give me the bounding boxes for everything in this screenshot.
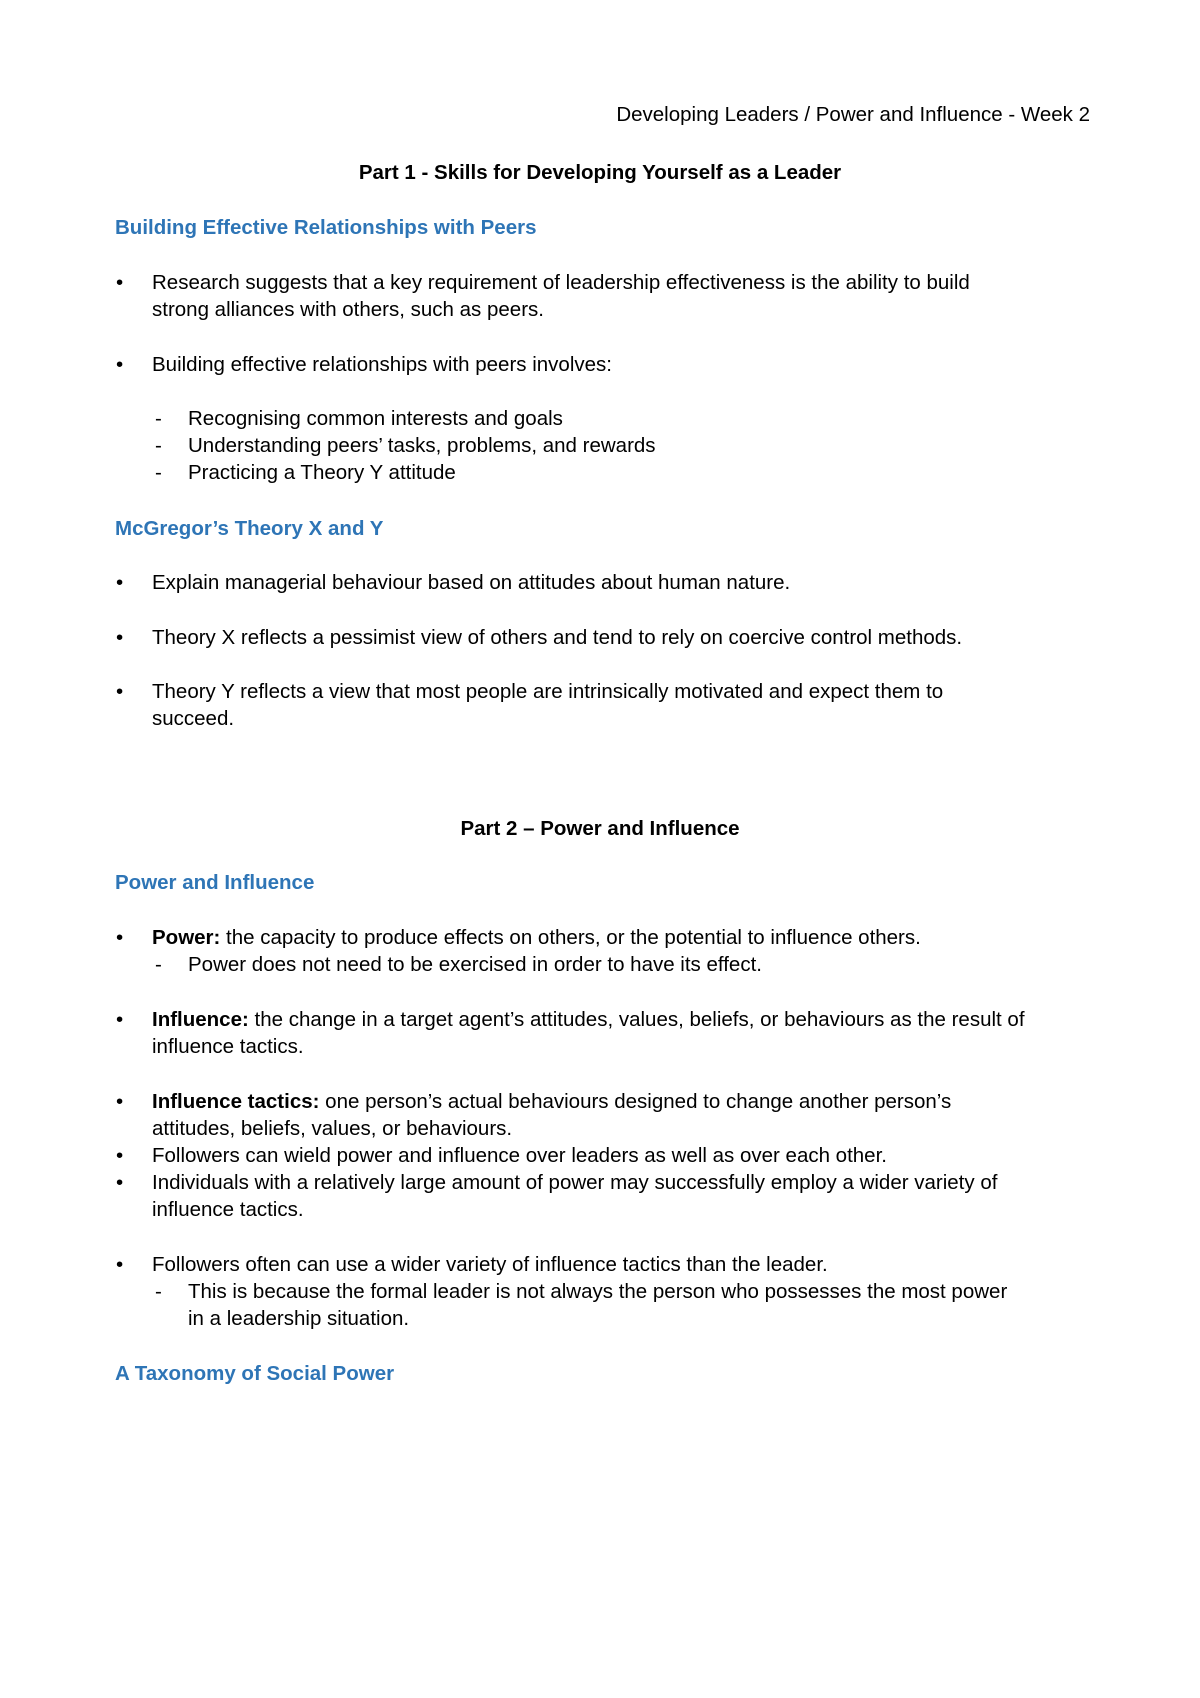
bullet-individuals-line1: Individuals with a relatively large amount of power may successfully employ a wider variety of — [152, 1171, 998, 1194]
bullet-influence-tactics-line2: attitudes, beliefs, values, or behaviours. — [152, 1117, 513, 1140]
bullet-glyph: • — [116, 626, 124, 649]
dash-glyph: - — [155, 407, 162, 430]
sub-item-formal-leader-line2: in a leadership situation. — [188, 1307, 410, 1330]
sub-item-understanding: Understanding peers’ tasks, problems, and rewards — [188, 434, 656, 457]
term-influence: Influence: — [152, 1008, 249, 1031]
bullet-influence — [152, 1008, 1025, 1032]
bullet-explain: Explain managerial behaviour based on attitudes about human nature. — [152, 571, 791, 594]
bullet-research-line1: Research suggests that a key requirement of leadership effectiveness is the ability to build — [152, 271, 970, 294]
dash-glyph: - — [155, 461, 162, 484]
bullet-glyph: • — [116, 1090, 124, 1113]
sub-item-practicing: Practicing a Theory Y attitude — [188, 461, 456, 484]
bullet-theory-y-line1: Theory Y reflects a view that most people are intrinsically motivated and expect them to — [152, 680, 944, 703]
bullet-influence-tactics — [152, 1090, 951, 1114]
sub-item-formal-leader-line1: This is because the formal leader is not always the person who possesses the most power — [188, 1280, 1008, 1303]
bullet-followers-wield: Followers can wield power and influence over leaders as well as over each other. — [152, 1144, 887, 1167]
bullet-research-line2: strong alliances with others, such as peers. — [152, 298, 544, 321]
bullet-theory-y-line2: succeed. — [152, 707, 235, 730]
dash-glyph: - — [155, 434, 162, 457]
definition-influence-tactics: one person’s actual behaviours designed to change another person’s — [319, 1090, 952, 1113]
part2-title: Part 2 – Power and Influence — [460, 817, 740, 840]
bullet-glyph: • — [116, 1144, 124, 1167]
bullet-glyph: • — [116, 353, 124, 376]
bullet-power — [152, 926, 921, 950]
bullet-glyph: • — [116, 1008, 124, 1031]
bullet-glyph: • — [116, 1171, 124, 1194]
bullet-glyph: • — [116, 271, 124, 294]
section-heading-peers: Building Effective Relationships with Peers — [115, 216, 537, 239]
bullet-influence-line2: influence tactics. — [152, 1035, 304, 1058]
dash-glyph: - — [155, 1280, 162, 1303]
definition-influence: the change in a target agent’s attitudes, values, beliefs, or behaviours as the result of — [248, 1008, 1025, 1031]
term-power: Power: — [152, 926, 221, 949]
page-header: Developing Leaders / Power and Influence - Week 2 — [616, 103, 1090, 126]
definition-power: the capacity to produce effects on others, or the potential to influence others. — [220, 926, 921, 949]
bullet-glyph: • — [116, 926, 124, 949]
section-heading-mcgregor: McGregor’s Theory X and Y — [115, 517, 384, 540]
dash-glyph: - — [155, 953, 162, 976]
sub-item-recognising: Recognising common interests and goals — [188, 407, 563, 430]
bullet-building: Building effective relationships with peers involves: — [152, 353, 612, 376]
term-influence-tactics: Influence tactics: — [152, 1090, 320, 1113]
part1-title: Part 1 - Skills for Developing Yourself as a Leader — [358, 161, 842, 184]
bullet-individuals-line2: influence tactics. — [152, 1198, 304, 1221]
bullet-followers-variety: Followers often can use a wider variety of influence tactics than the leader. — [152, 1253, 828, 1276]
bullet-glyph: • — [116, 1253, 124, 1276]
bullet-glyph: • — [116, 571, 124, 594]
section-heading-power-influence: Power and Influence — [115, 871, 315, 894]
bullet-theory-x: Theory X reflects a pessimist view of others and tend to rely on coercive control methods. — [152, 626, 963, 649]
section-heading-taxonomy: A Taxonomy of Social Power — [115, 1362, 395, 1385]
sub-item-power: Power does not need to be exercised in order to have its effect. — [188, 953, 762, 976]
bullet-glyph: • — [116, 680, 124, 703]
